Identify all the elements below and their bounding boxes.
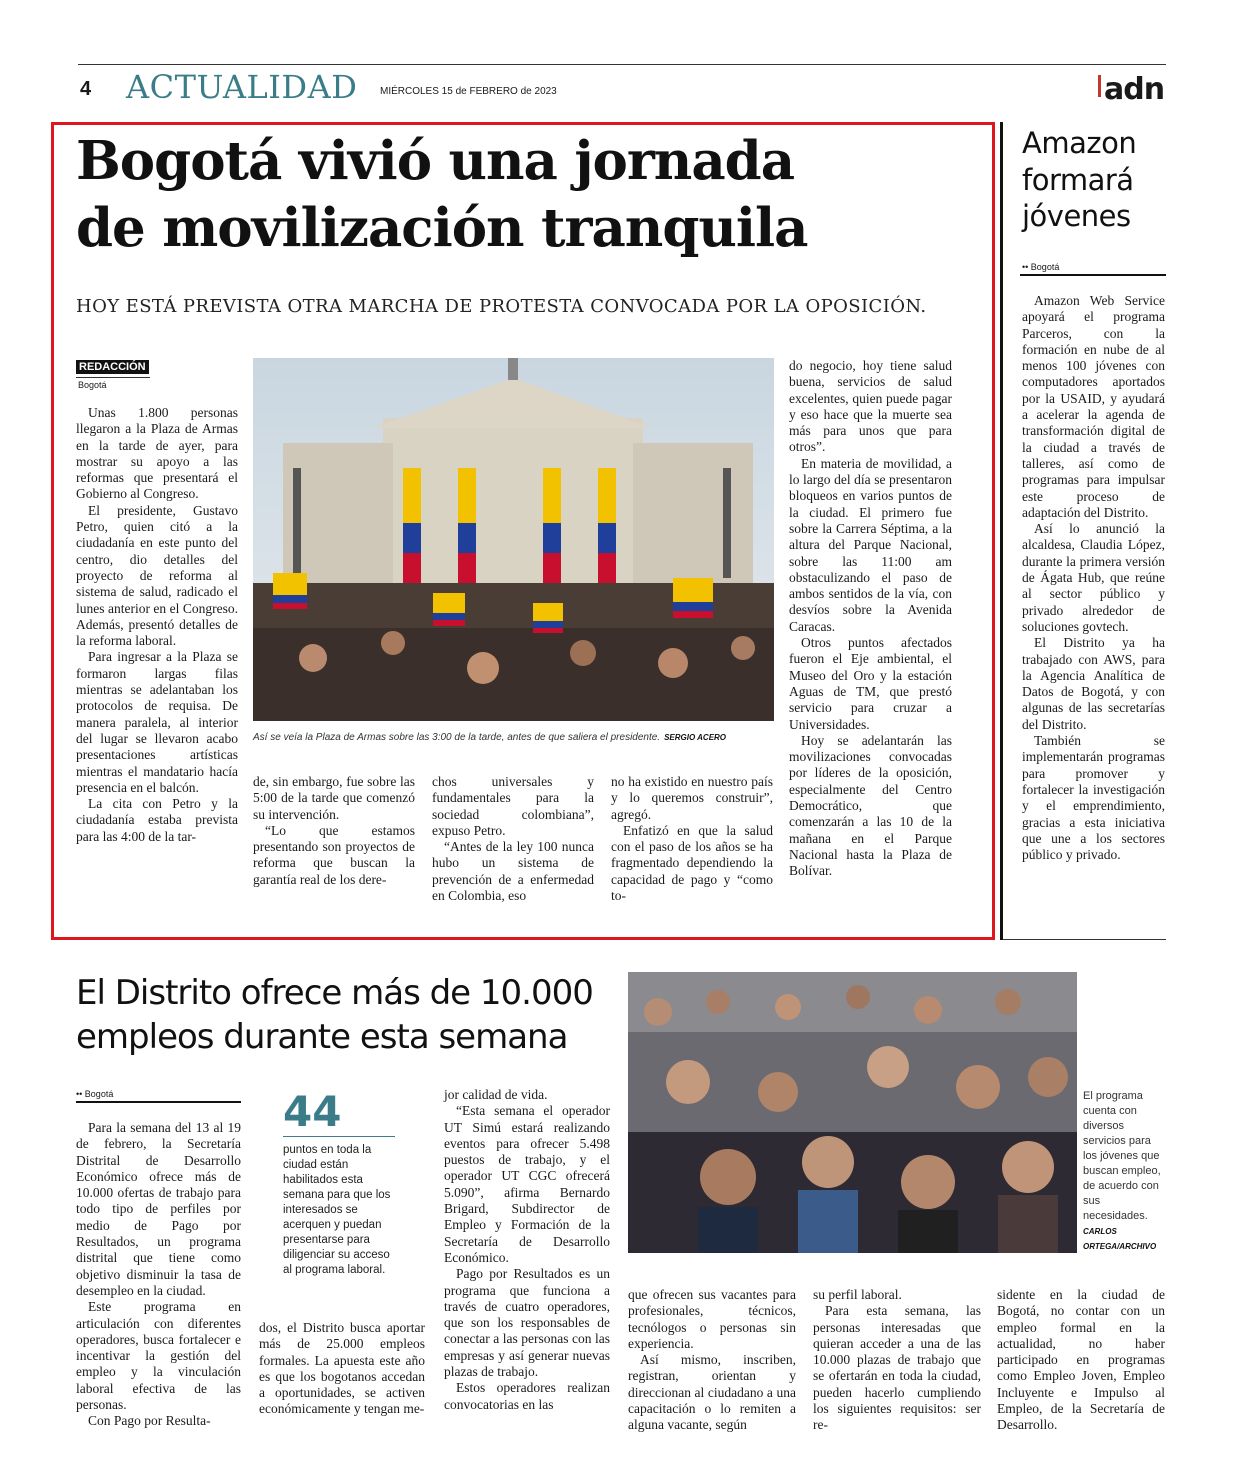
- stat-description: puntos en toda la ciudad están habilitados esta semana para que los interesados se acerquen y puedan presentarse para diligenciar su acceso al programa laboral.: [283, 1144, 391, 1276]
- paragraph: Unas 1.800 personas llegaron a la Plaza de Armas en la tarde de ayer, para mostrar su apoyo a las reformas que presentará el Gobierno al Congreso.: [76, 405, 238, 502]
- byline-rule: [76, 377, 150, 378]
- paragraph: jor calidad de vida.: [444, 1087, 548, 1102]
- second-column-3: [444, 1087, 610, 1413]
- paragraph: no ha existido en nuestro país y lo queremos construir”, agregó.: [611, 774, 773, 822]
- second-column-1: [76, 1120, 241, 1430]
- byline: REDACCIÓN: [76, 360, 149, 374]
- main-photo-caption: Así se veía la Plaza de Armas sobre las 3:00 de la tarde, antes de que saliera el presidente.: [253, 732, 661, 743]
- paragraph: Así mismo, inscriben, registran, orientan y direccionan al ciudadano a una capacitación o lo remiten a alguna vacante, según: [628, 1352, 796, 1433]
- paragraph: Otros puntos afectados fueron el Eje ambiental, el Museo del Oro y la estación Aguas de TM, que prestó servicio para cruzar a Universidades.: [789, 635, 952, 732]
- page-number: 4: [80, 78, 92, 100]
- paragraph: “Esta semana el operador UT Simú estará realizando eventos para ofrecer 5.498 puestos de trabajo, y el operador UT CGC ofrecerá 5.090”, afirma Bernardo Brigard, Subdirector de Empleo y Formación de la Secretaría de Desarrollo Económico.: [444, 1103, 610, 1265]
- main-photo-caption-block: [253, 727, 774, 745]
- paragraph: El presidente, Gustavo Petro, quien citó a la ciudadanía en este punto del centro, dio detalles del proyecto de reforma al sistema de salud, radicado el lunes anterior en el Congreso. Además, presentó detalles de la reforma laboral.: [76, 502, 238, 649]
- paragraph: “Antes de la ley 100 nunca hubo un sistema de prevención de a enfermedad en Colombia, eso: [432, 839, 594, 904]
- second-tag: •• Bogotá: [76, 1089, 114, 1099]
- main-column-5: [789, 358, 952, 880]
- second-headline: [76, 972, 593, 1059]
- second-photo-caption: El programa cuenta con diversos servicios para los jóvenes que buscan empleo, de acuerdo con sus necesidades.: [1083, 1090, 1161, 1222]
- sidebar-headline-line3: jóvenes: [1022, 199, 1131, 234]
- paragraph: Así lo anunció la alcaldesa, Claudia López, durante la primera versión de Ágata Hub, que reúne al sector público y privado alrededor de soluciones govtech.: [1022, 521, 1165, 634]
- second-column-2: [259, 1320, 425, 1418]
- paragraph: Amazon Web Service apoyará el programa Parceros, con la formación en nube de al menos 100 jóvenes con computadores aportados por la USAID, y ayudará a acelerar la agenda de transformación digital de la ciudad a través de talleres, así como de programas para impulsar este proceso de adaptación del Distrito.: [1022, 293, 1165, 520]
- sidebar-headline: [1022, 125, 1136, 235]
- second-column-5: [813, 1287, 981, 1434]
- paragraph: que ofrecen sus vacantes para profesionales, técnicos, tecnólogos o personas sin experiencia.: [628, 1287, 796, 1351]
- paragraph: La cita con Petro y la ciudadanía estaba prevista para las 4:00 de la tar-: [76, 796, 238, 844]
- paragraph: do negocio, hoy tiene salud buena, servicios de salud excelentes, quien puede pagar y eso hace que la muerte sea más para unos que para otros”.: [789, 358, 952, 455]
- second-tag-rule: [76, 1101, 241, 1103]
- paragraph: Con Pago por Resulta-: [88, 1413, 211, 1429]
- second-headline-line2: empleos durante esta semana: [76, 1016, 568, 1057]
- paragraph: Enfatizó en que la salud con el paso de los años se ha fragmentado dependiendo la capacidad de pago y “como to-: [611, 822, 773, 904]
- logo-accent-bar: [1098, 75, 1101, 97]
- main-headline-line2: de movilización tranquila: [76, 196, 808, 259]
- section-title: ACTUALIDAD: [126, 68, 358, 106]
- main-subhead: HOY ESTÁ PREVISTA OTRA MARCHA DE PROTESTA CONVOCADA POR LA OPOSICIÓN.: [76, 296, 927, 317]
- sidebar-body: [1022, 293, 1165, 863]
- sidebar-bottom-rule: [1003, 939, 1166, 940]
- second-headline-line1: El Distrito ofrece más de 10.000: [76, 973, 593, 1013]
- main-headline-line1: Bogotá vivió una jornada: [76, 130, 795, 192]
- crowd-at-palace-image: [253, 358, 774, 721]
- paragraph: El Distrito ya ha trabajado con AWS, para la Agencia Analítica de Datos de Bogotá, y con algunas de las secretarías del Distrito.: [1022, 635, 1165, 732]
- byline-place: Bogotá: [78, 380, 107, 390]
- paragraph: Hoy se adelantarán las movilizaciones convocadas por líderes de la oposición, especialmente del Centro Democrático, que comenzarán a las 10 de la mañana en el Parque Nacional hasta la Plaza de Bolívar.: [789, 732, 952, 879]
- second-photo-credit: CARLOS ORTEGA/ARCHIVO: [1083, 1227, 1157, 1251]
- paragraph: “Lo que estamos presentando son proyectos de reforma que buscan la garantía real de los dere-: [253, 822, 415, 887]
- masthead-rule: [78, 64, 1166, 65]
- stat-rule: [283, 1136, 395, 1137]
- sidebar-headline-line1: Amazon: [1022, 126, 1137, 160]
- adn-logo: adn: [1104, 72, 1165, 107]
- main-column-1: [76, 405, 238, 845]
- paragraph: Para la semana del 13 al 19 de febrero, la Secretaría Distrital de Desarrollo Económico ofrece más de 10.000 ofertas de trabajo para todo tipo de perfiles por medio de Pago por Resultados, un programa distrital que tiene como objetivo disminuir la tasa de desempleo en la ciudad.: [76, 1120, 241, 1298]
- paragraph: Este programa en articulación con diferentes operadores, busca fortalecer e incentivar la gestión del empleo y la vinculación laboral efectiva de las personas.: [76, 1299, 241, 1413]
- paragraph: de, sin embargo, fue sobre las 5:00 de la tarde que comenzó su intervención.: [253, 774, 415, 822]
- job-seekers-photo: [628, 972, 1077, 1253]
- paragraph: Para esta semana, las personas interesadas que quieran acceder a una de las 10.000 plazas de trabajo que se ofertarán en toda la ciudad, pueden hacerlo cumpliendo los siguientes requisitos: ser re-: [813, 1303, 981, 1433]
- second-column-4: [628, 1287, 796, 1434]
- second-column-6: [997, 1287, 1165, 1434]
- paragraph: chos universales y fundamentales para la sociedad colombiana”, expuso Petro.: [432, 774, 594, 838]
- sidebar-tag: •• Bogotá: [1022, 262, 1060, 272]
- main-headline: [76, 128, 976, 262]
- sidebar-rule: [1020, 274, 1166, 276]
- main-column-4: [611, 774, 773, 904]
- second-photo-caption-block: [1083, 1089, 1167, 1254]
- paragraph: sidente en la ciudad de Bogotá, no contar con un empleo formal en la actualidad, no haber participado en programas como Empleo Joven, Empleo Incluyente e Impulso al Empleo, de la Secretaría de Desarrollo.: [997, 1287, 1165, 1433]
- plaza-de-armas-photo: [253, 358, 774, 721]
- paragraph: Para ingresar a la Plaza se formaron largas filas mientras se adelantaban los protocolos de requisa. De manera paralela, al interior del lugar se llevaron acabo presentaciones artísticas mientras el mandatario hacía presencia en el balcón.: [76, 649, 238, 795]
- paragraph: También se implementarán programas para promover y fortalecer la investigación y el emprendimiento, gracias a esta iniciativa que une a los sectores público y privado.: [1022, 733, 1165, 863]
- stat-number: 44: [283, 1087, 342, 1136]
- paragraph: su perfil laboral.: [813, 1287, 902, 1302]
- main-column-2: [253, 774, 415, 888]
- paragraph: dos, el Distrito busca aportar más de 25.000 empleos formales. La apuesta este año es que los bogotanos accedan a oportunidades, se activen económicamente y tengan me-: [259, 1320, 425, 1417]
- paragraph: Estos operadores realizan convocatorias en las: [444, 1380, 610, 1412]
- sidebar-headline-line2: formará: [1022, 162, 1134, 197]
- paragraph: En materia de movilidad, a lo largo del día se presentaron bloqueos en varios puntos de la ciudad. El primero fue sobre la Carrera Séptima, a la altura del Parque Nacional, sobre las 11:00 am obstaculizando el paso de ambos sentidos de la vía, con desvíos sobre la Avenida Caracas.: [789, 455, 952, 634]
- main-column-3: [432, 774, 594, 904]
- main-photo-credit: SERGIO ACERO: [664, 733, 727, 742]
- crowd-of-youths-image: [628, 972, 1077, 1253]
- sidebar-separator: [1000, 122, 1003, 940]
- paragraph: Pago por Resultados es un programa que funciona a través de cuatro operadores, que son los responsables de conectar a las personas con las empresas y así generar nuevas plazas de trabajo.: [444, 1266, 610, 1380]
- publication-date: MIÉRCOLES 15 de FEBRERO de 2023: [380, 86, 557, 97]
